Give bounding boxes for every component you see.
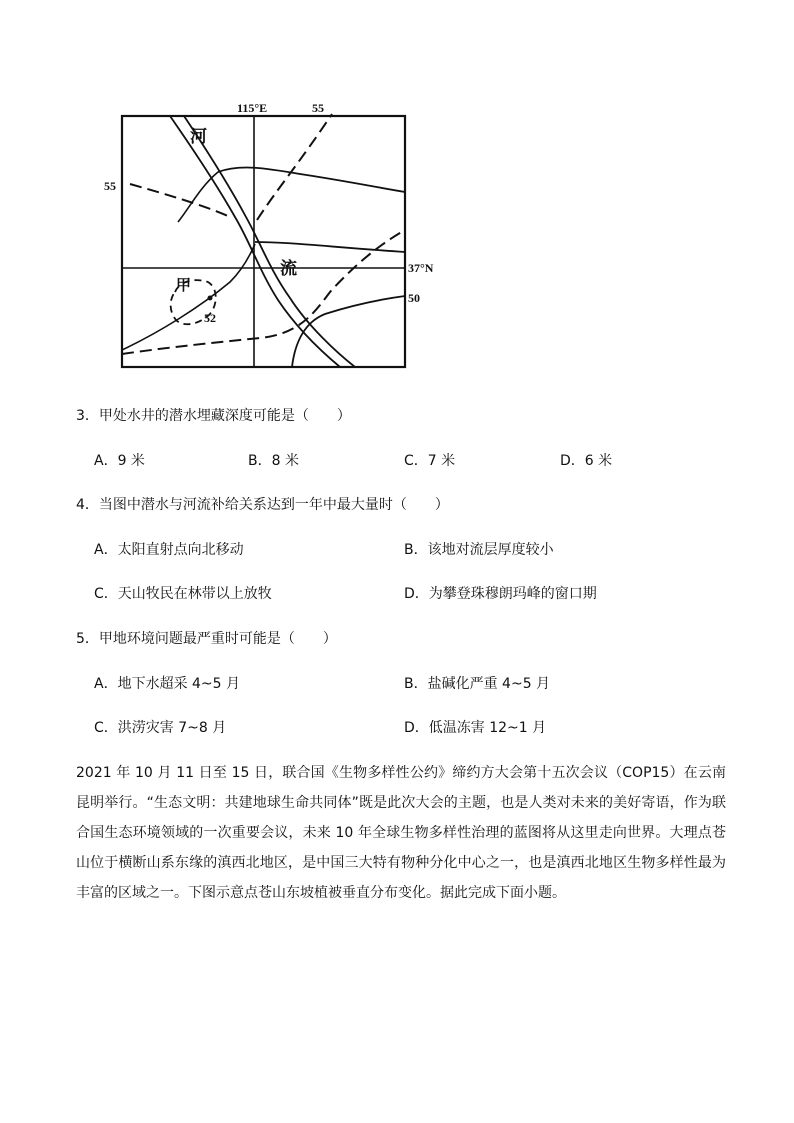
- isoline-lower-left: [122, 244, 255, 350]
- question-3-stem: 3．甲处水井的潜水埋藏深度可能是（ ）: [76, 408, 351, 424]
- label-115e: 115°E: [237, 101, 268, 115]
- label-river-liu: 流: [280, 259, 297, 278]
- label-55-left: 55: [104, 179, 116, 193]
- question-4-stem: 4．当图中潜水与河流补给关系达到一年中最大量时（ ）: [76, 497, 449, 513]
- question-4-option-c[interactable]: C．天山牧民在林带以上放牧: [94, 586, 272, 602]
- label-river-he: 河: [190, 127, 207, 146]
- label-37n: 37°N: [408, 261, 434, 275]
- passage-text: 2021 年 10 月 11 日至 15 日，联合国《生物多样性公约》缔约方大会第十五次会议（COP15）在云南昆明举行。“生态文明：共建地球生命共同体”既是此次大会的主题，也是人类对未来的美好寄语，作为联合国生态环境领域的一次重要会议，未来 10 年全球生物多样性治理的蓝图将从这里走向世界。大理点苍山位于横断山系东缘的滇西北地区，是中国三大特有物种分化中心之一，也是滇西北地区生物多样性最为丰富的区域之一。下图示意点苍山东坡植被垂直分布变化。据此完成下面小题。: [76, 765, 726, 901]
- question-5-option-c[interactable]: C．洪涝灾害 7~8 月: [94, 720, 227, 736]
- reading-passage: [76, 758, 726, 908]
- question-4-option-a[interactable]: A．太阳直射点向北移动: [94, 542, 244, 558]
- dashed-contour-55-top: [257, 114, 332, 220]
- dashed-contour-55-left: [130, 184, 228, 216]
- question-4-option-d[interactable]: D．为攀登珠穆朗玛峰的窗口期: [404, 586, 597, 602]
- isoline-50: [292, 296, 405, 367]
- isoline-upper: [218, 168, 405, 192]
- question-5-option-a[interactable]: A．地下水超采 4~5 月: [94, 676, 241, 692]
- question-4-option-b[interactable]: B．该地对流层厚度较小: [404, 542, 554, 558]
- question-5-stem: 5．甲地环境问题最严重时可能是（ ）: [76, 631, 337, 647]
- question-5-option-d[interactable]: D．低温冻害 12~1 月: [404, 720, 547, 736]
- question-5-option-b[interactable]: B．盐碱化严重 4~5 月: [404, 676, 551, 692]
- label-50: 50: [408, 291, 420, 305]
- well-point: [208, 296, 213, 301]
- contour-map: [100, 92, 460, 388]
- question-3-option-b[interactable]: B．8 米: [248, 453, 299, 469]
- question-3-option-c[interactable]: C．7 米: [404, 453, 456, 469]
- label-52: 52: [204, 311, 216, 325]
- question-3-option-a[interactable]: A．9 米: [94, 453, 145, 469]
- label-jia: 甲: [176, 278, 192, 294]
- label-55-top: 55: [312, 101, 324, 115]
- question-3-option-d[interactable]: D．6 米: [560, 453, 613, 469]
